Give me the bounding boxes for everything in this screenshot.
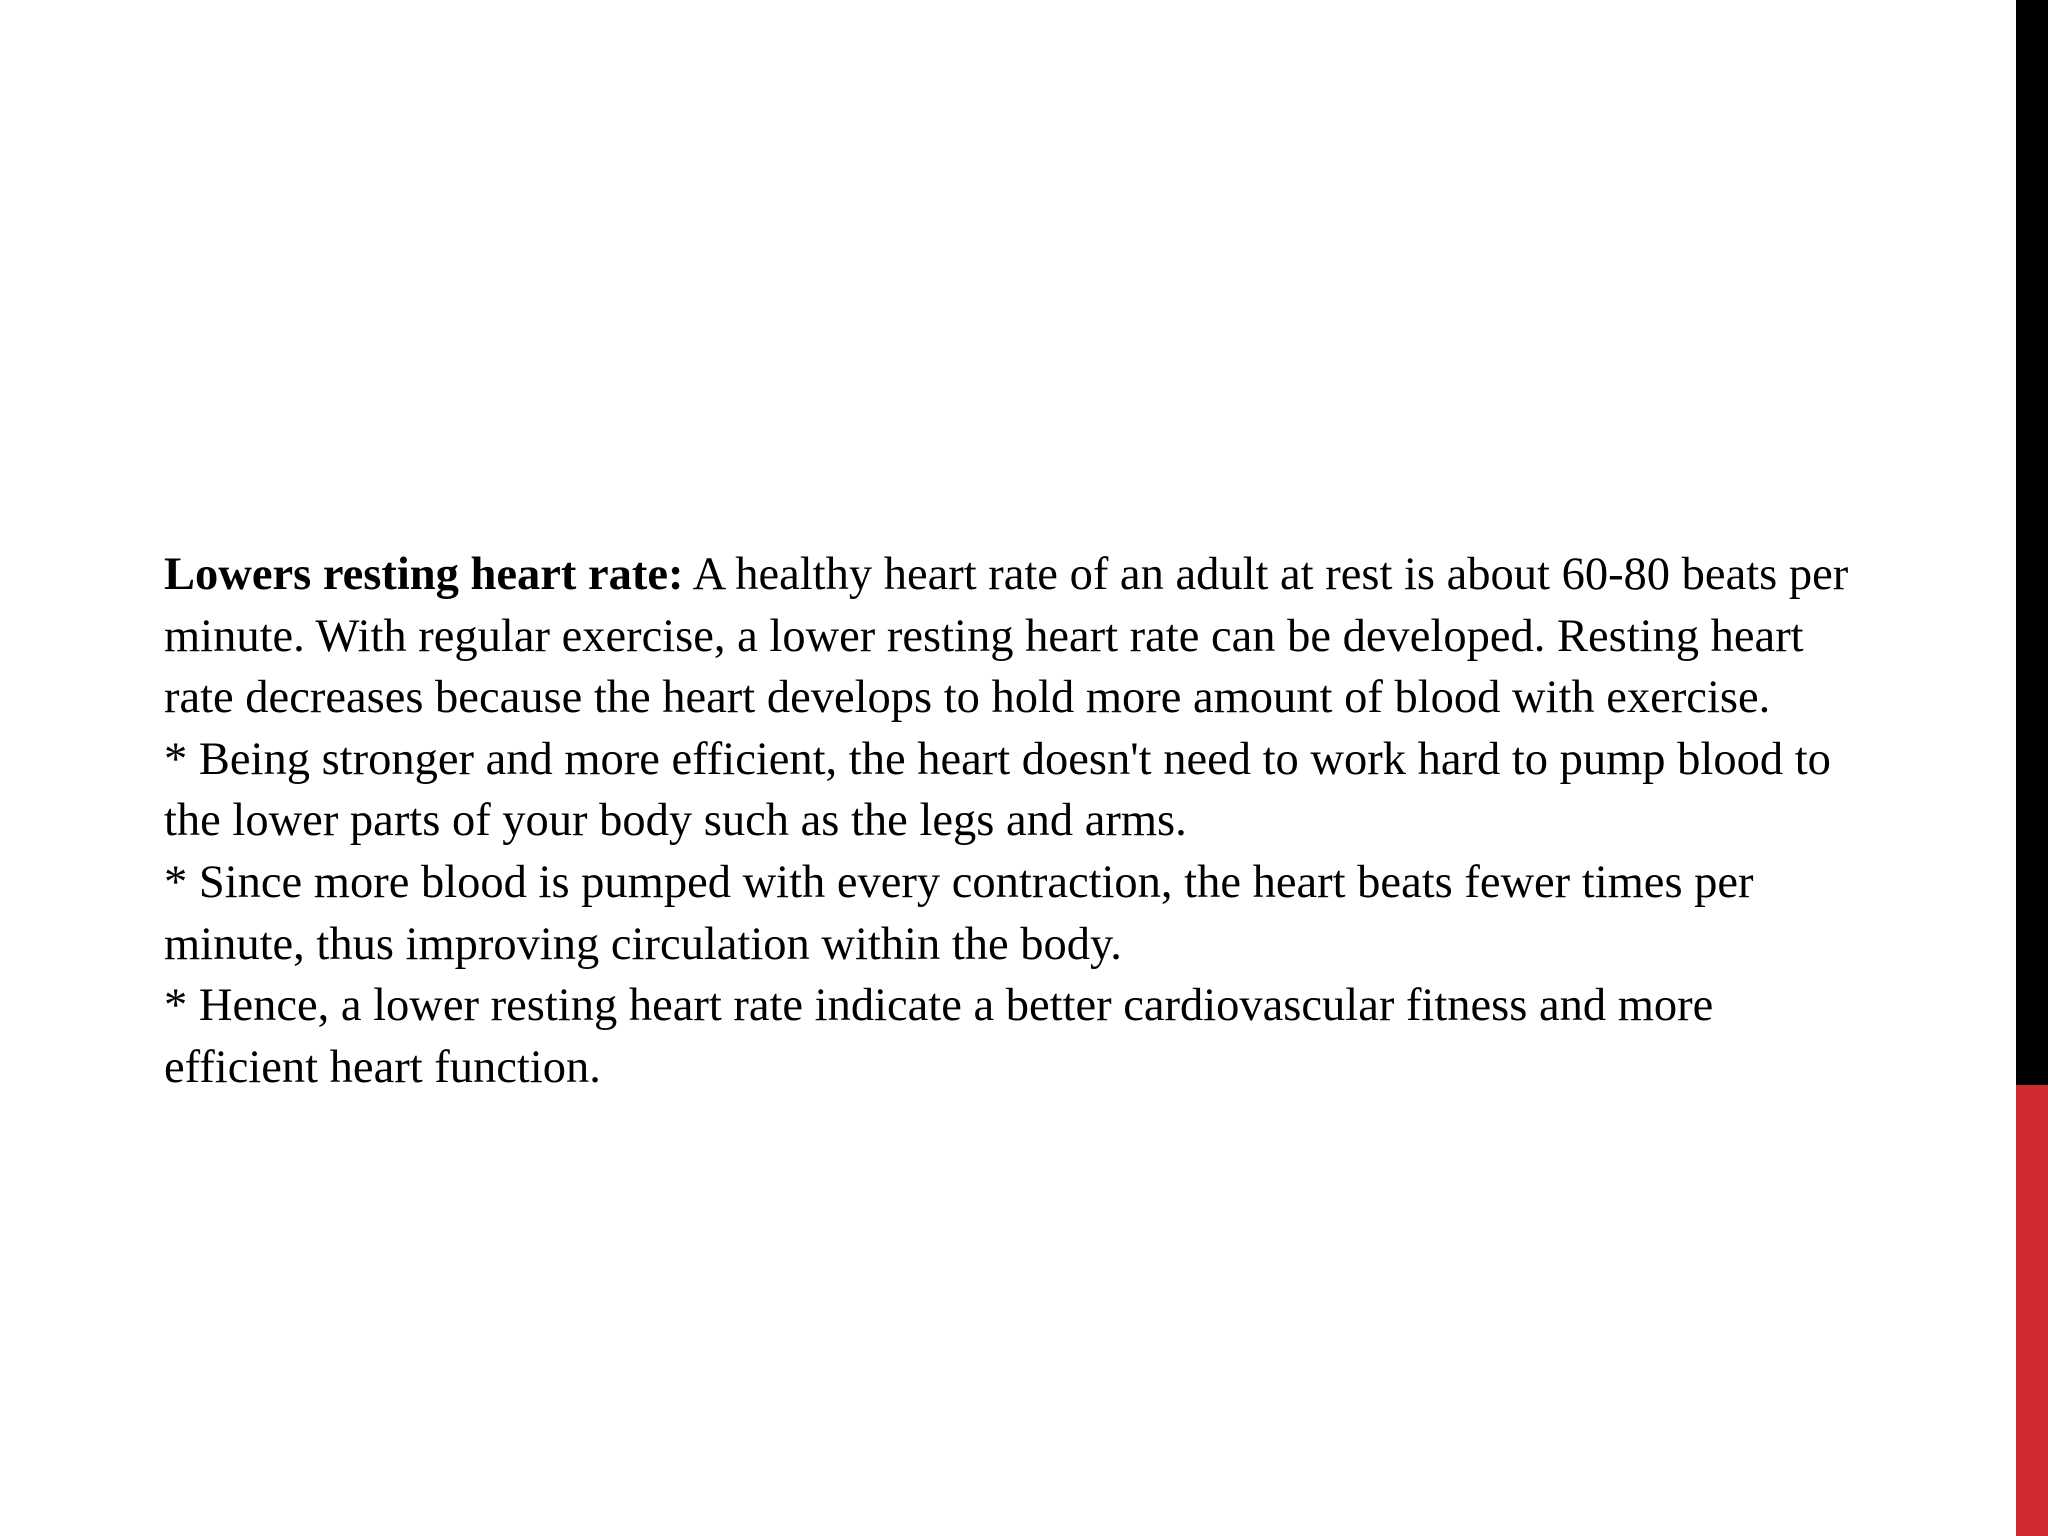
- lead-paragraph: [164, 544, 1864, 729]
- bullet-item: * Hence, a lower resting heart rate indicate a better cardiovascular fitness and more efficient heart function.: [164, 980, 1714, 1093]
- side-accent-bar: [2016, 0, 2048, 1536]
- side-accent-bar-red: [2016, 1085, 2048, 1536]
- side-accent-bar-black: [2016, 0, 2048, 1085]
- lead-heading: Lowers resting heart rate:: [164, 549, 684, 600]
- bullet-item: * Being stronger and more efficient, the heart doesn't need to work hard to pump blood to the lower parts of your body such as the legs and arms.: [164, 733, 1831, 847]
- bullet-item: * Since more blood is pumped with every contraction, the heart beats fewer times per minute, thus improving circulation within the body.: [164, 856, 1754, 970]
- slide-body-text: [164, 544, 1864, 1098]
- lead-text: A healthy heart rate of an adult at rest is about 60-80 beats per minute. With regular exercise, a lower resting heart rate can be developed. Resting heart rate decreases because the heart develops to hold more amount of blood with exercise.: [164, 549, 1849, 724]
